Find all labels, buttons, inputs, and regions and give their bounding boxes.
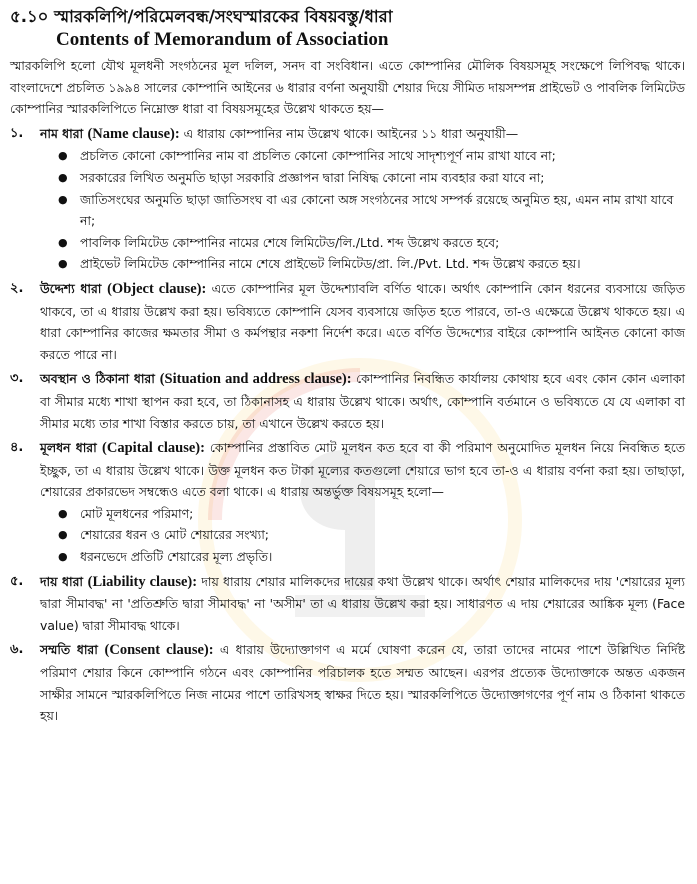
- bullet-icon: ●: [58, 170, 68, 184]
- clause-text: দায় ধারায় শেয়ার মালিকদের দায়ের কথা উল্লেখ থাকে। অর্থাৎ শেয়ার মালিকদের দায় 'শেয়ারের মূল্য দ্বারা সীমাবদ্ধ' না 'প্রতিশ্রুতি দ্বারা সীমাবদ্ধ' না 'অসীম' তা এ ধারায় উল্লেখ করা হয়। সাধারণত এ দায় শেয়ারের আঙ্কিক মূল্য (Face value) দ্বারা সীমাবদ্ধ থাকে।: [40, 573, 685, 633]
- bullet-text: ধরনভেদে প্রতিটি শেয়ারের মূল্য প্রভৃতি।: [80, 549, 273, 565]
- bullet-text: পাবলিক লিমিটেড কোম্পানির নামের শেষে লিমিটেড/লি./Ltd. শব্দ উল্লেখ করতে হবে;: [80, 234, 500, 250]
- clause-title-bangla: অবস্থান ও ঠিকানা ধারা: [40, 371, 155, 387]
- clause-text: এ ধারায় কোম্পানির নাম উল্লেখ থাকে। আইনের ১১ ধারা অনুযায়ী—: [183, 125, 519, 141]
- clause-title-bangla: মূলধন ধারা: [40, 440, 97, 456]
- clause-number: ৬.: [10, 642, 24, 658]
- clause-text: এ ধারায় উদ্যোক্তাগণ এ মর্মে ঘোষণা করেন যে, তারা তাদের নামের পাশে উল্লিখিত নির্দিষ্ট পরিমাণ শেয়ার কিনে কোম্পানি গঠনে এবং কোম্পানির পরিচালক হতে সম্মত আছেন। এরপর প্রত্যেক উদ্যোক্তাকে অন্তত একজন সাক্ষীর সামনে স্মারকলিপিতে নিজ নামের পাশে তারিখসহ স্বাক্ষর দিতে হয়। স্মারকলিপিতে উদ্যোক্তাগণের পূর্ণ নাম ও ঠিকানা থাকতে হয়।: [40, 642, 685, 724]
- clause-text: কোম্পানির প্রস্তাবিত মোট মূলধন কত হবে বা কী পরিমাণ অনুমোদিত মূলধন নিয়ে নিবন্ধিত হতে ইচ্ছুক, তা এ ধারায় উল্লেখ থাকে। উক্ত মূলধন কত টাকা মূল্যের কতগুলো শেয়ারে ভাগ হবে তা-ও এ ধারায় বর্ণনা করা হয়। তাছাড়া, শেয়ারের প্রকারভেদ সম্বন্ধেও এতে বলা থাকে। এ ধারায় অন্তর্ভুক্ত বিষয়সমূহ হলো—: [40, 440, 685, 500]
- clause-paragraph: [40, 123, 685, 146]
- clause-title: [40, 281, 206, 296]
- clause-item: [10, 437, 685, 568]
- clause-paragraph: [40, 368, 685, 434]
- clause-item: [10, 571, 685, 637]
- clause-number: ১.: [10, 125, 24, 141]
- clause-paragraph: [40, 278, 685, 365]
- clause-text: কোম্পানির নিবন্ধিত কার্যালয় কোথায় হবে এবং কোন কোন এলাকা বা সীমার মধ্যে শাখা স্থাপন করা হবে, তা ঠিকানাসহ এ ধারায় উল্লেখ থাকে। অর্থাৎ, কোম্পানি বর্তমানে ও ভবিষ্যতে যে যে এলাকা বা সীমার মধ্যে তার শাখা বিস্তার করতে চায়, তা এখানে উল্লেখ করতে হয়।: [40, 371, 685, 431]
- clause-title: [40, 126, 180, 141]
- clause-number: ৫.: [10, 573, 24, 589]
- clause-content: [40, 571, 685, 637]
- list-item: [58, 253, 685, 275]
- clause-text: এতে কোম্পানির মূল উদ্দেশ্যাবলি বর্ণিত থাকে। অর্থাৎ কোম্পানি কোন ধরনের ব্যবসায়ে জড়িত থাকবে, তা এ ধারায় উল্লেখ করা হয়। ভবিষ্যতে কোম্পানি যেসব ব্যবসায়ে জড়িত হতে পারবে, তা-ও এক্ষেত্রে উল্লেখ থাকতে হয়। এ ধারা কোম্পানির কাজের ক্ষমতার সীমা ও কর্মপন্থার নকশা নির্দেশ করে। এতে বর্ণিত উদ্দেশ্যের বাইরে কোম্পানি আইনত কোনো কাজ করতে পারে না।: [40, 280, 686, 362]
- bullet-icon: ●: [58, 506, 68, 520]
- clause-title-bangla: দায় ধারা: [40, 573, 83, 589]
- bullet-icon: ●: [58, 235, 68, 249]
- clause-content: [40, 278, 685, 365]
- bullet-text: জাতিসংঘের অনুমতি ছাড়া জাতিসংঘ বা এর কোনো অঙ্গ সংগঠনের সাথে সম্পর্ক রয়েছে অনুমিত হয়, এমন নাম রাখা যাবে না;: [80, 191, 674, 229]
- list-item: [58, 546, 685, 568]
- clause-title-english: (Capital clause):: [102, 440, 205, 457]
- bullet-text: প্রাইভেট লিমিটেড কোম্পানির নামে শেষে প্রাইভেট লিমিটেড/প্রা. লি./Pvt. Ltd. শব্দ উল্লেখ করতে হয়।: [80, 256, 581, 272]
- clause-item: [10, 278, 685, 365]
- bullet-text: শেয়ারের ধরন ও মোট শেয়ারের সংখ্যা;: [80, 527, 269, 543]
- list-item: [58, 167, 685, 189]
- list-item: [58, 145, 685, 167]
- list-item: [58, 189, 685, 232]
- list-item: [58, 524, 685, 546]
- bullet-text: মোট মূলধনের পরিমাণ;: [80, 505, 194, 521]
- clauses-list: [10, 123, 685, 727]
- bullet-icon: ●: [58, 257, 68, 271]
- clause-title: [40, 440, 205, 455]
- clause-title-english: (Name clause):: [87, 125, 180, 142]
- clause-content: [40, 639, 685, 726]
- clause-title-english: (Liability clause):: [87, 573, 198, 590]
- clause-item: [10, 368, 685, 434]
- clause-paragraph: [40, 437, 685, 503]
- clause-content: [40, 437, 685, 568]
- clause-title-english: (Situation and address clause):: [159, 371, 352, 388]
- list-item: [58, 503, 685, 525]
- clause-title-english: (Consent clause):: [104, 642, 214, 659]
- clause-title: [40, 642, 214, 657]
- clause-number: ৪.: [10, 440, 24, 456]
- bullet-icon: ●: [58, 192, 68, 206]
- list-item: [58, 232, 685, 254]
- clause-item: [10, 639, 685, 726]
- bullet-icon: ●: [58, 149, 68, 163]
- clause-title-bangla: উদ্দেশ্য ধারা: [40, 280, 102, 296]
- clause-number: ৩.: [10, 371, 24, 387]
- clause-item: [10, 123, 685, 275]
- clause-content: [40, 123, 685, 275]
- clause-bullet-list: [40, 503, 685, 568]
- clause-title-bangla: সম্মতি ধারা: [40, 642, 98, 658]
- section-subheading-english: Contents of Memorandum of Association: [56, 29, 389, 50]
- clause-paragraph: [40, 571, 685, 637]
- bullet-icon: ●: [58, 528, 68, 542]
- bullet-text: সরকারের লিখিত অনুমতি ছাড়া সরকারি প্রজ্ঞাপন দ্বারা নিষিদ্ধ কোনো নাম ব্যবহার করা যাবে না;: [80, 169, 545, 185]
- clause-number: ২.: [10, 280, 24, 296]
- clause-title-bangla: নাম ধারা: [40, 125, 84, 141]
- bullet-text: প্রচলিত কোনো কোম্পানির নাম বা প্রচলিত কোনো কোম্পানির সাথে সাদৃশ্যপূর্ণ নাম রাখা যাবে না;: [80, 148, 556, 164]
- section-heading: ৫.১০ স্মারকলিপি/পরিমেলবন্ধ/সংঘস্মারকের বিষয়বস্তু/ধারা: [10, 7, 393, 26]
- clause-content: [40, 368, 685, 434]
- clause-title-english: (Object clause):: [107, 280, 207, 297]
- clause-paragraph: [40, 639, 685, 726]
- clause-title: [40, 371, 352, 386]
- clause-bullet-list: [40, 145, 685, 275]
- intro-paragraph: স্মারকলিপি হলো যৌথ মূলধনী সংগঠনের মূল দলিল, সনদ বা সংবিধান। এতে কোম্পানির মৌলিক বিষয়সমূহ সংক্ষেপে লিপিবদ্ধ থাকে। বাংলাদেশে প্রচলিত ১৯৯৪ সালের কোম্পানি আইনের ৬ ধারার বর্ণনা অনুযায়ী শেয়ার দিয়ে সীমিত দায়সম্পন্ন প্রাইভেট ও পাবলিক লিমিটেড কোম্পানির স্মারকলিপিতে নিম্নোক্ত ধারা বা বিষয়সমূহের উল্লেখ থাকতে হয়—: [10, 58, 685, 117]
- bullet-icon: ●: [58, 550, 68, 564]
- clause-title: [40, 574, 197, 589]
